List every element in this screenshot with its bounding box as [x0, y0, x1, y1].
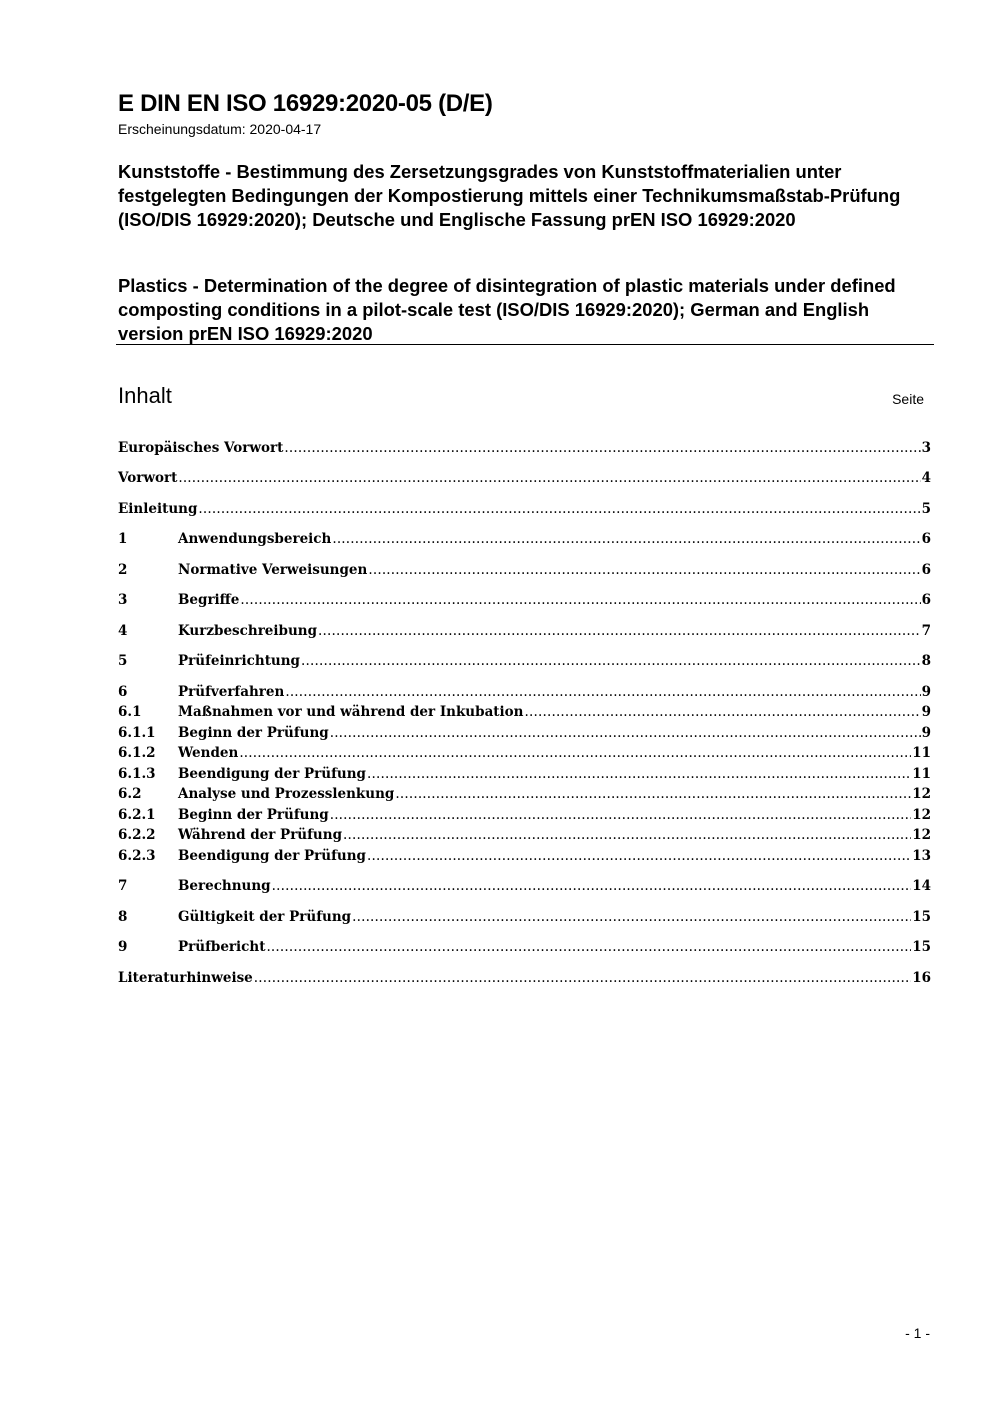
toc-entry-title: Prüfbericht [178, 939, 266, 955]
toc-entry-title: Normative Verweisungen [178, 562, 368, 578]
toc-entry-number: 6.2.3 [118, 848, 156, 864]
toc-entry[interactable] [118, 592, 931, 612]
toc-entry-number: 6.1.2 [118, 745, 156, 761]
toc-leader-dots [272, 878, 912, 894]
toc-page-label: Seite [892, 391, 924, 407]
toc-entry[interactable] [118, 684, 931, 704]
toc-entry[interactable] [118, 878, 931, 898]
toc-entry-title: Prüfverfahren [178, 684, 285, 700]
toc-entry-page: 11 [912, 766, 931, 782]
toc-entry-title: Wenden [178, 745, 239, 761]
toc-entry[interactable] [118, 848, 931, 868]
toc-entry-title: Gültigkeit der Prüfung [178, 909, 352, 925]
toc-entry[interactable] [118, 562, 931, 582]
page-number: - 1 - [905, 1325, 930, 1341]
toc-entry-title: Europäisches Vorwort [118, 440, 284, 456]
toc-entry-page: 15 [912, 909, 931, 925]
toc-leader-dots [330, 725, 921, 741]
toc-entry[interactable] [118, 531, 931, 551]
publication-date: Erscheinungsdatum: 2020-04-17 [118, 121, 322, 137]
toc-leader-dots [254, 970, 911, 986]
toc-entry-title: Beginn der Prüfung [178, 725, 329, 741]
toc-entry-page: 6 [921, 562, 931, 578]
toc-entry-title: Literaturhinweise [118, 970, 253, 986]
toc-heading: Inhalt [118, 383, 172, 408]
toc-entry-title: Prüfeinrichtung [178, 653, 301, 669]
toc-leader-dots [352, 909, 911, 925]
toc-entry-page: 12 [912, 827, 931, 843]
toc-entry[interactable] [118, 970, 931, 990]
toc-entry[interactable] [118, 827, 931, 847]
toc-entry-title: Einleitung [118, 501, 198, 517]
toc-entry[interactable] [118, 440, 931, 460]
toc-entry-page: 16 [912, 970, 931, 986]
toc-entry-number: 9 [118, 939, 128, 955]
toc-leader-dots [240, 592, 920, 608]
toc-entry-title: Analyse und Prozesslenkung [178, 786, 395, 802]
toc-entry-title: Maßnahmen vor und während der Inkubation [178, 704, 524, 720]
toc-leader-dots [367, 848, 911, 864]
toc-entry[interactable] [118, 623, 931, 643]
toc-entry-number: 8 [118, 909, 128, 925]
toc-entry-page: 14 [912, 878, 931, 894]
toc-entry-title: Anwendungsbereich [178, 531, 332, 547]
toc-entry[interactable] [118, 470, 931, 490]
title-german: Kunststoffe - Bestimmung des Zersetzungsgrades von Kunststoffmaterialien unter festgelegten Bedingungen der Kompostierung mittels einer Technikumsmaßstab-Prüfung (ISO/DIS 16929:2020); Deutsche und Englische Fassung prEN ISO 16929:2020 [118, 161, 901, 230]
toc-entry-number: 6.1.1 [118, 725, 156, 741]
toc-entry-title: Beendigung der Prüfung [178, 848, 366, 864]
toc-leader-dots [266, 939, 911, 955]
toc-entry-number: 6.1.3 [118, 766, 156, 782]
toc-entry[interactable] [118, 745, 931, 765]
toc-leader-dots [198, 501, 920, 517]
toc-entry-page: 12 [912, 786, 931, 802]
toc-entry-number: 7 [118, 878, 128, 894]
toc-leader-dots [301, 653, 921, 669]
toc-entry[interactable] [118, 807, 931, 827]
toc-entry-page: 11 [912, 745, 931, 761]
toc-entry-title: Während der Prüfung [178, 827, 343, 843]
toc-entry-number: 6.2.2 [118, 827, 156, 843]
toc-entry[interactable] [118, 786, 931, 806]
toc-entry-page: 7 [921, 623, 931, 639]
toc-entry-number: 5 [118, 653, 128, 669]
toc-leader-dots [318, 623, 921, 639]
toc-leader-dots [368, 562, 920, 578]
toc-entry-title: Begriffe [178, 592, 240, 608]
toc-leader-dots [367, 766, 911, 782]
title-english: Plastics - Determination of the degree of disintegration of plastic materials under defined composting conditions in a pilot-scale test (ISO/DIS 16929:2020); German and English version prEN ISO 16929:2020 [118, 275, 896, 344]
toc-entry-page: 12 [912, 807, 931, 823]
toc-leader-dots [395, 786, 911, 802]
toc-entry-page: 4 [921, 470, 931, 486]
toc-entry-number: 2 [118, 562, 128, 578]
toc-leader-dots [343, 827, 911, 843]
toc-entry-page: 13 [912, 848, 931, 864]
toc-entry-page: 9 [921, 725, 931, 741]
toc-leader-dots [284, 440, 920, 456]
toc-entry-number: 4 [118, 623, 128, 639]
toc-entry-page: 6 [921, 592, 931, 608]
toc-entry-number: 6.2 [118, 786, 142, 802]
toc-leader-dots [178, 470, 920, 486]
toc-entry[interactable] [118, 939, 931, 959]
toc-entry[interactable] [118, 909, 931, 929]
toc-entry-title: Vorwort [118, 470, 178, 486]
toc-entry[interactable] [118, 725, 931, 745]
toc-entry[interactable] [118, 501, 931, 521]
toc-entry-page: 9 [921, 684, 931, 700]
toc-entry-number: 6.2.1 [118, 807, 156, 823]
toc-entry-number: 3 [118, 592, 128, 608]
toc-entry-page: 9 [921, 704, 931, 720]
toc-entry-title: Beginn der Prüfung [178, 807, 329, 823]
toc-leader-dots [330, 807, 912, 823]
toc-entry[interactable] [118, 653, 931, 673]
header-divider [116, 344, 934, 345]
toc-leader-dots [525, 704, 921, 720]
toc-entry[interactable] [118, 704, 931, 724]
toc-entry-title: Beendigung der Prüfung [178, 766, 366, 782]
toc-leader-dots [239, 745, 911, 761]
toc-leader-dots [332, 531, 920, 547]
toc-entry-page: 3 [921, 440, 931, 456]
toc-entry-number: 1 [118, 531, 128, 547]
document-id: E DIN EN ISO 16929:2020-05 (D/E) [118, 90, 493, 117]
toc-entry-page: 8 [921, 653, 931, 669]
toc-entry-title: Kurzbeschreibung [178, 623, 318, 639]
toc-leader-dots [285, 684, 920, 700]
toc-entry-number: 6 [118, 684, 128, 700]
toc-entry-page: 5 [921, 501, 931, 517]
toc-entry-number: 6.1 [118, 704, 142, 720]
toc-entry[interactable] [118, 766, 931, 786]
toc-entry-page: 6 [921, 531, 931, 547]
toc-entry-title: Berechnung [178, 878, 271, 894]
toc-entry-page: 15 [912, 939, 931, 955]
